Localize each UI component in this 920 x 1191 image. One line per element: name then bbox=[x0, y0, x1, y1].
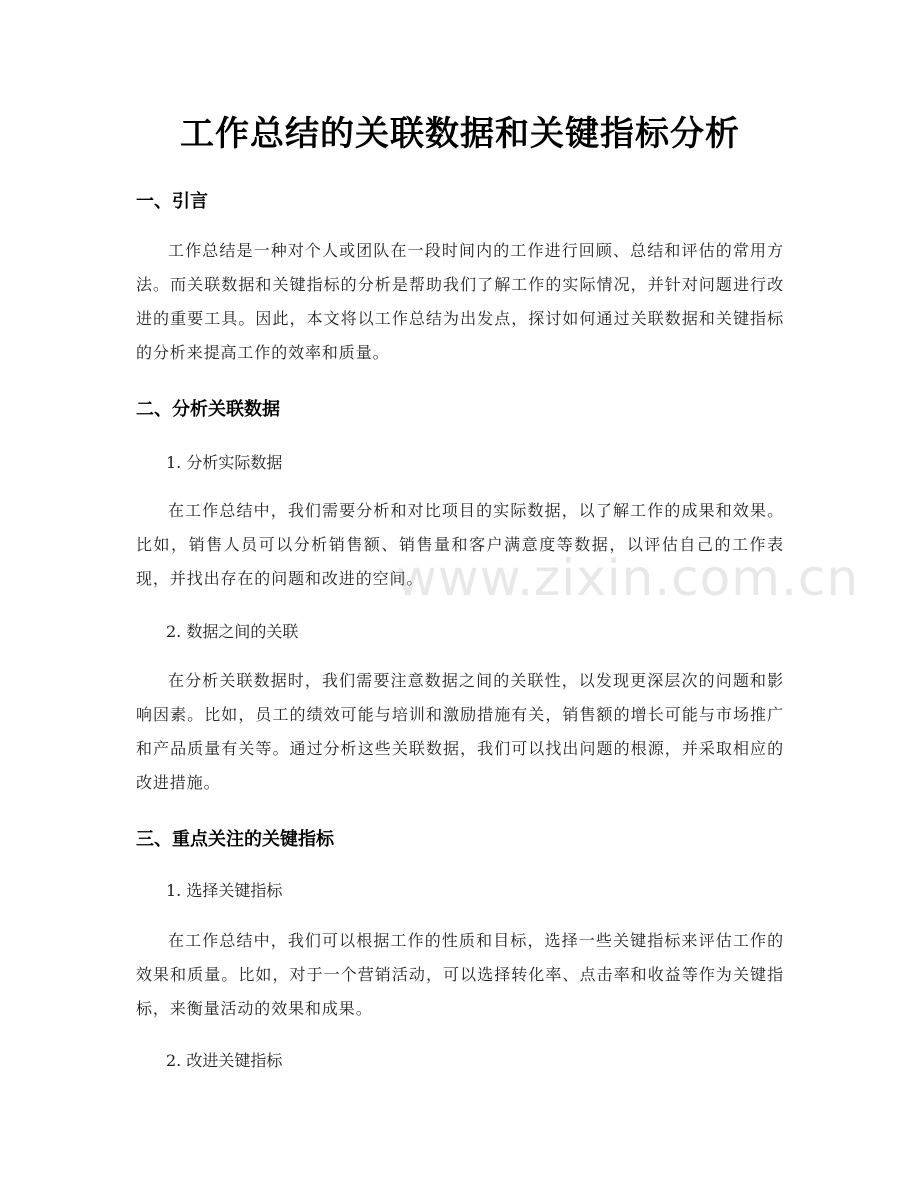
subsection-heading-analyze-actual-data: 1. 分析实际数据 bbox=[166, 453, 283, 472]
subsection-heading-improve-key-indicators: 2. 改进关键指标 bbox=[166, 1051, 283, 1070]
subsection-heading-select-key-indicators: 1. 选择关键指标 bbox=[166, 881, 283, 900]
section-heading-key-indicators: 三、重点关注的关键指标 bbox=[136, 829, 334, 850]
section-heading-introduction: 一、引言 bbox=[136, 191, 208, 212]
paragraph-data-correlation: 在分析关联数据时，我们需要注意数据之间的关联性，以发现更深层次的问题和影响因素。比如，员工的绩效可能与培训和激励措施有关，销售额的增长可能与市场推广和产品质量有关等。通过分析这些关联数据，我们可以找出问题的根源，并采取相应的改进措施。 bbox=[136, 671, 784, 792]
paragraph-select-key-indicators: 在工作总结中，我们可以根据工作的性质和目标，选择一些关键指标来评估工作的效果和质量。比如，对于一个营销活动，可以选择转化率、点击率和收益等作为关键指标，来衡量活动的效果和成果。 bbox=[136, 931, 784, 1018]
paragraph-introduction: 工作总结是一种对个人或团队在一段时间内的工作进行回顾、总结和评估的常用方法。而关联数据和关键指标的分析是帮助我们了解工作的实际情况，并针对问题进行改进的重要工具。因此，本文将以工作总结为出发点，探讨如何通过关联数据和关键指标的分析来提高工作的效率和质量。 bbox=[136, 241, 784, 362]
subsection-heading-data-correlation: 2. 数据之间的关联 bbox=[166, 622, 299, 641]
paragraph-analyze-actual-data: 在工作总结中，我们需要分析和对比项目的实际数据，以了解工作的成果和效果。比如，销售人员可以分析销售额、销售量和客户满意度等数据，以评估自己的工作表现，并找出存在的问题和改进的空间。 bbox=[136, 501, 784, 588]
watermark: www.zixin.com.cn bbox=[396, 549, 860, 607]
section-heading-analyze-related-data: 二、分析关联数据 bbox=[136, 399, 280, 420]
document-title: 工作总结的关联数据和关键指标分析 bbox=[180, 114, 740, 154]
